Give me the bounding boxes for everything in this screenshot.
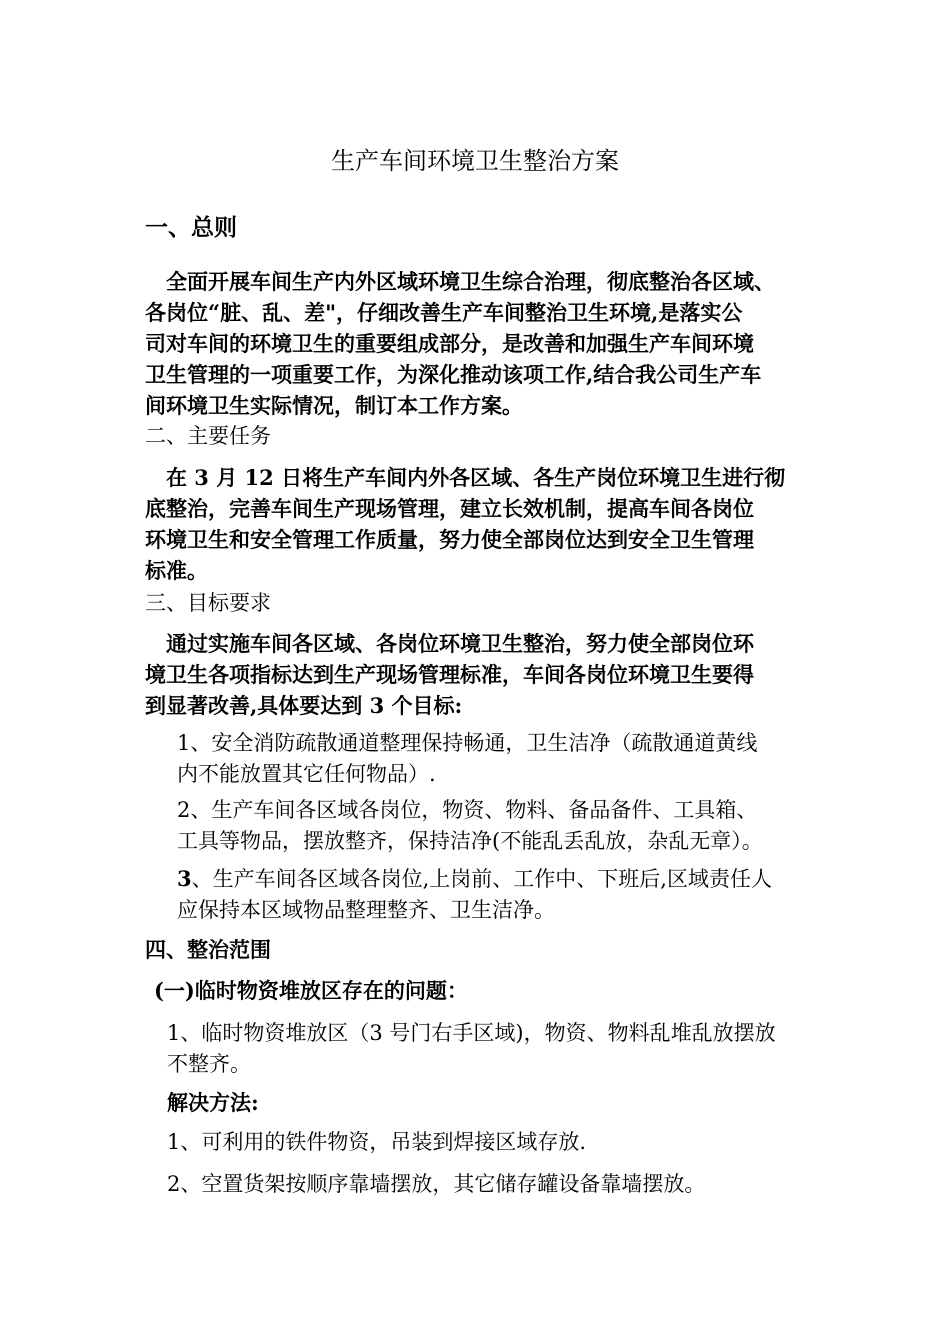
solution-item-2: 2、空置货架按顺序靠墙摆放，其它储存罐设备靠墙摆放。 <box>167 1172 706 1196</box>
paragraph-line: 底整治，完善车间生产现场管理，建立长效机制，提高车间各岗位 <box>145 496 754 521</box>
section-general-heading: 一、总则 <box>145 214 237 241</box>
item-line: 1、临时物资堆放区（3 号门右手区域)，物资、物料乱堆乱放摆放 <box>167 1021 776 1045</box>
solution-item-1: 1、可利用的铁件物资，吊装到焊接区域存放. <box>167 1130 587 1154</box>
section-tasks-heading: 二、主要任务 <box>145 424 271 448</box>
section-goals-heading: 三、目标要求 <box>145 591 271 615</box>
problem-item-1 <box>167 1018 776 1080</box>
goal-item-2 <box>177 795 763 857</box>
section-general-paragraph <box>145 266 815 421</box>
goal-item-3 <box>177 863 772 926</box>
paragraph-line: 到显著改善,具体要达到 3 个目标: <box>145 693 463 718</box>
paragraph-line: 司对车间的环境卫生的重要组成部分，是改善和加强生产车间环境 <box>145 331 754 356</box>
paragraph-line: 境卫生各项指标达到生产现场管理标准，车间各岗位环境卫生要得 <box>145 662 754 687</box>
paragraph-line: 在 3 月 12 日将生产车间内外各区域、各生产岗位环境卫生进行彻 <box>145 465 786 490</box>
document-title: 生产车间环境卫生整治方案 <box>331 147 619 175</box>
item-line: 1、安全消防疏散通道整理保持畅通，卫生洁净（疏散通道黄线 <box>177 731 758 755</box>
item-line: 工具等物品，摆放整齐，保持洁净(不能乱丢乱放，杂乱无章）。 <box>177 829 763 853</box>
section-goals-paragraph <box>145 628 815 721</box>
paragraph-line: 各岗位“脏、乱、差"，仔细改善生产车间整治卫生环境,是落实公 <box>145 300 743 325</box>
paragraph-line: 标准。 <box>145 558 208 583</box>
item-line: 应保持本区域物品整理整齐、卫生洁净。 <box>177 898 555 922</box>
section-scope-heading: 四、整治范围 <box>145 937 271 962</box>
paragraph-line: 通过实施车间各区域、各岗位环境卫生整治，努力使全部岗位环 <box>145 631 754 656</box>
paragraph-line: 环境卫生和安全管理工作质量，努力使全部岗位达到安全卫生管理 <box>145 527 754 552</box>
goal-item-1 <box>177 728 757 790</box>
item-line: 内不能放置其它任何物品）. <box>177 762 436 786</box>
item-line: 2、生产车间各区域各岗位，物资、物料、备品备件、工具箱、 <box>177 798 758 822</box>
item-line: 不整齐。 <box>167 1052 251 1076</box>
section-tasks-paragraph <box>145 462 815 586</box>
item-number: 3 <box>177 866 192 891</box>
paragraph-line: 全面开展车间生产内外区域环境卫生综合治理，彻底整治各区域、 <box>145 269 775 294</box>
paragraph-line: 间环境卫生实际情况，制订本工作方案。 <box>145 393 523 418</box>
item-line: 、生产车间各区域各岗位,上岗前、工作中、下班后,区域责任人 <box>191 867 772 891</box>
solution-heading: 解决方法: <box>167 1090 259 1115</box>
paragraph-line: 卫生管理的一项重要工作，为深化推动该项工作,结合我公司生产车 <box>145 362 762 387</box>
scope-subheading: (一)临时物资堆放区存在的问题： <box>154 978 468 1003</box>
